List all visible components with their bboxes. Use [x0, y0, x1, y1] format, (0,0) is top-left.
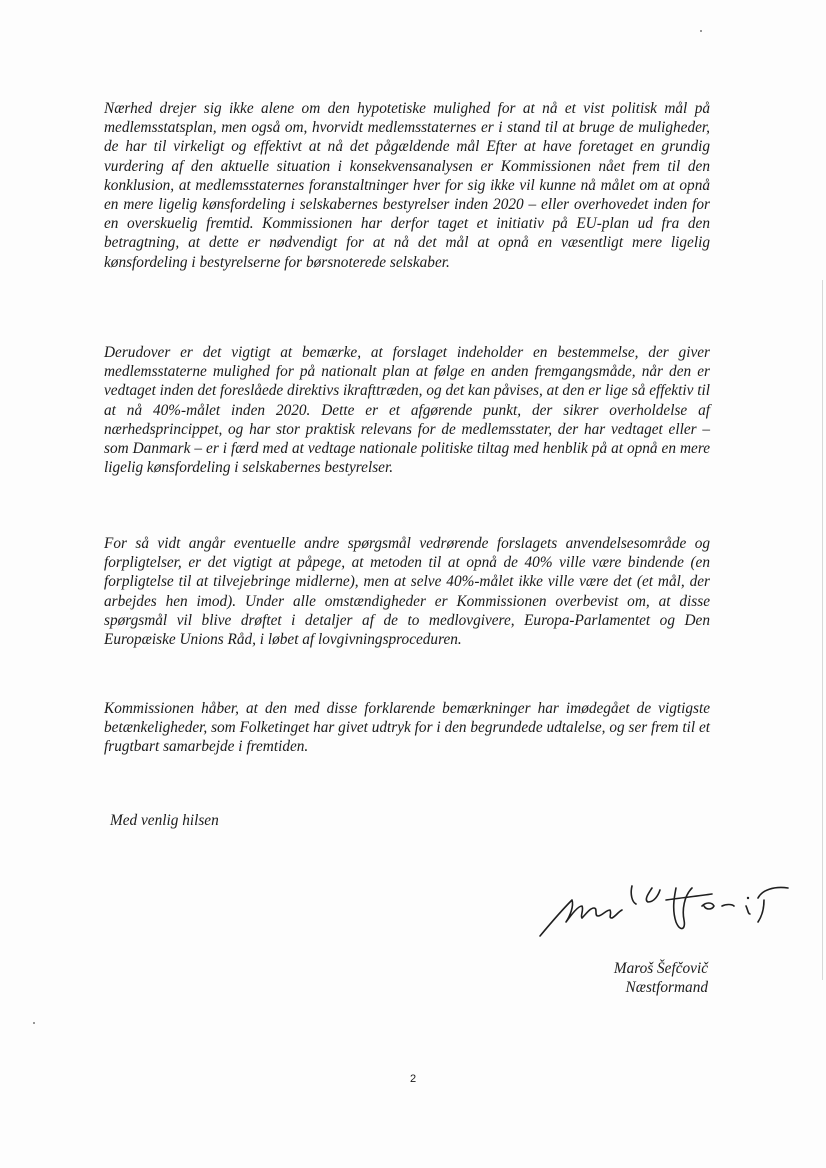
body-paragraph-2: Derudover er det vigtigt at bemærke, at forslaget indeholder en bestemmelse, der giver medlemsstaterne mulighed for på nationalt plan at følge en anden fremgangsmåde, når den er vedtaget inden det foreslåede direktivs ikrafttræden, og det kan påvises, at den er lige så effektiv til at nå 40%-målet inden 2020. Dette er et afgørende punkt, der sikrer overholdelse af nærhedsprincippet, og har stor praktisk relevans for de medlemsstater, der har vedtaget eller – som Danmark – er i færd med at vedtage nationale politiske tiltag med henblik på at opnå en mere ligelig kønsfordeling i selskabernes bestyrelser.: [104, 344, 710, 477]
scan-edge-line: [822, 280, 823, 980]
closing-salutation: Med venlig hilsen: [110, 812, 219, 829]
signer-block: [614, 959, 708, 997]
scan-speck: [700, 30, 702, 32]
signer-title: Næstformand: [625, 979, 708, 996]
signer-name: Maroš Šefčovič: [613, 960, 708, 977]
body-paragraph-3: For så vidt angår eventuelle andre spørgsmål vedrørende forslagets anvendelsesområde og forpligtelser, er det vigtigt at påpege, at metoden til at opnå de 40% ville være bindende (en forpligtelse til at tilvejebringe midlerne), men at selve 40%-målet ikke ville være det (et mål, der arbejdes hen imod). Under alle omstændigheder er Kommissionen overbevist om, at disse spørgsmål vil blive drøftet i detaljer af de to medlovgivere, Europa-Parlamentet og Den Europæiske Unions Råd, i løbet af lovgivningsproceduren.: [104, 535, 710, 649]
page-number: 2: [409, 1073, 417, 1085]
body-paragraph-1: Nærhed drejer sig ikke alene om den hypotetiske mulighed for at nå et vist politisk mål på medlemsstatsplan, men også om, hvorvidt medlemsstaternes er i stand til at bruge de muligheder, de har til virkeligt og effektivt at nå det pågældende mål Efter at have foretaget en grundig vurdering af den aktuelle situation i konsekvensanalysen er Kommissionen nået frem til den konklusion, at medlemsstaternes foranstaltninger hver for sig ikke vil kunne nå målet om at opnå en mere ligelig kønsfordeling i selskabernes bestyrelser inden 2020 – eller overhovedet inden for en overskuelig fremtid. Kommissionen har derfor taget et initiativ på EU-plan ud fra den betragtning, at dette er nødvendigt for at nå det mål at opnå en væsentligt mere ligelig kønsfordeling i bestyrelserne for børsnoterede selskaber.: [104, 100, 710, 271]
handwritten-signature: [536, 876, 792, 940]
body-paragraph-4: Kommissionen håber, at den med disse forklarende bemærkninger har imødegået de vigtigste betænkeligheder, som Folketinget har givet udtryk for i den begrundede udtalelse, og ser frem til et frugtbart samarbejde i fremtiden.: [104, 700, 710, 756]
scan-speck: [33, 1022, 35, 1024]
